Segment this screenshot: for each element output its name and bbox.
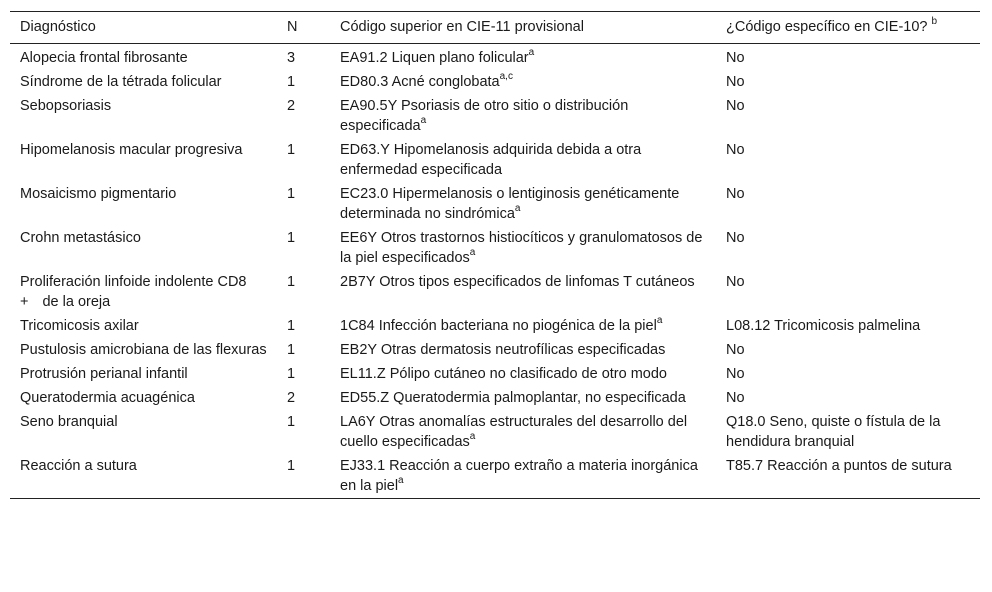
cell-codigo-cie11	[330, 70, 716, 94]
codigo-cie11-text: EJ33.1 Reacción a cuerpo extraño a materia inorgánica en la piel	[340, 458, 698, 494]
table-row	[10, 314, 980, 338]
cell-diagnostico	[10, 314, 277, 338]
header-diagnostico: Diagnóstico	[20, 19, 96, 35]
cell-codigo-cie11	[330, 410, 716, 454]
footnote-mark: a,c	[499, 71, 513, 83]
cell-codigo-cie11	[330, 338, 716, 362]
diagnostico-text: Seno branquial	[20, 414, 118, 430]
footnote-mark: a	[528, 47, 535, 59]
header-footnote-mark: b	[931, 16, 938, 28]
table-row	[10, 70, 980, 94]
cell-n: 1	[287, 342, 296, 358]
cell-codigo-cie10: No	[726, 142, 745, 158]
cell-codigo-cie11	[330, 362, 716, 386]
cell-n: 1	[287, 458, 296, 474]
cell-codigo-cie10: No	[726, 342, 745, 358]
cell-n: 1	[287, 274, 296, 290]
table-row	[10, 226, 980, 270]
cell-codigo-cie10: No	[726, 390, 745, 406]
table-row	[10, 182, 980, 226]
cell-n: 1	[287, 366, 296, 382]
codigo-cie11-text: EA90.5Y Psoriasis de otro sitio o distribución especificada	[340, 98, 629, 134]
cell-codigo-cie10: No	[726, 50, 745, 66]
cell-codigo-cie11	[330, 94, 716, 138]
footnote-mark: a	[398, 475, 404, 487]
footnote-mark: a	[656, 315, 663, 327]
cell-diagnostico	[10, 386, 277, 410]
cell-codigo-cie10: T85.7 Reacción a puntos de sutura	[726, 458, 952, 474]
cell-diagnostico	[10, 138, 277, 182]
cell-diagnostico	[10, 44, 277, 71]
table-row	[10, 386, 980, 410]
codigo-cie11-text: EC23.0 Hipermelanosis o lentiginosis genéticamente determinada no sindrómica	[340, 186, 680, 222]
table-row	[10, 138, 980, 182]
footnote-mark: a	[469, 431, 476, 443]
cell-n: 1	[287, 414, 296, 430]
table-row	[10, 44, 980, 71]
diagnostico-text: Tricomicosis axilar	[20, 318, 139, 334]
diagnostico-text: Pustulosis amicrobiana de las flexuras	[20, 342, 267, 358]
header-codigo-cie11: Código superior en CIE-11 provisional	[340, 19, 584, 35]
cell-codigo-cie10: Q18.0 Seno, quiste o fístula de la hendidura branquial	[726, 414, 941, 450]
table-row	[10, 410, 980, 454]
cell-n: 1	[287, 74, 296, 90]
cell-codigo-cie11	[330, 226, 716, 270]
cell-diagnostico	[10, 226, 277, 270]
cell-codigo-cie11	[330, 270, 716, 314]
codigo-cie11-text: LA6Y Otras anomalías estructurales del desarrollo del cuello especificadas	[340, 414, 688, 450]
header-codigo-cie10	[716, 12, 980, 44]
cell-n: 1	[287, 318, 296, 334]
codigo-cie11-text: EA91.2 Liquen plano folicular	[340, 50, 529, 66]
cell-codigo-cie10: No	[726, 98, 745, 114]
codigo-cie11-text: ED80.3 Acné conglobata	[340, 74, 500, 90]
diagnostico-text: Mosaicismo pigmentario	[20, 186, 177, 202]
codigo-cie11-text: 2B7Y Otros tipos especificados de linfomas T cutáneos	[340, 274, 695, 290]
cell-codigo-cie10: No	[726, 186, 745, 202]
codigo-cie11-text: ED55.Z Queratodermia palmoplantar, no especificada	[340, 390, 686, 406]
cell-diagnostico	[10, 70, 277, 94]
codigo-cie11-text: ED63.Y Hipomelanosis adquirida debida a otra enfermedad especificada	[340, 142, 642, 178]
codigo-cie11-text: 1C84 Infección bacteriana no piogénica de la piel	[340, 318, 657, 334]
diagnostico-text: Queratodermia acuagénica	[20, 390, 195, 406]
diagnostico-text: Sebopsoriasis	[20, 98, 112, 114]
cell-codigo-cie11	[330, 314, 716, 338]
cell-diagnostico	[10, 454, 277, 499]
cell-codigo-cie10: No	[726, 366, 745, 382]
header-codigo-cie10-label: ¿Código específico en CIE-10?	[726, 19, 928, 35]
footnote-mark: a	[469, 247, 476, 259]
cell-n: 2	[287, 98, 296, 114]
cell-codigo-cie11	[330, 138, 716, 182]
cell-codigo-cie11	[330, 182, 716, 226]
cell-n: 1	[287, 142, 296, 158]
footnote-mark: a	[514, 203, 521, 215]
diagnostico-text: Proliferación linfoide indolente CD8	[20, 274, 247, 290]
cell-n: 1	[287, 230, 296, 246]
diagnostico-text: Protrusión perianal infantil	[20, 366, 188, 382]
table-row	[10, 454, 980, 499]
cell-diagnostico	[10, 182, 277, 226]
cell-n: 3	[287, 50, 296, 66]
footnote-mark: a	[420, 115, 427, 127]
cell-codigo-cie10: No	[726, 274, 745, 290]
cell-diagnostico	[10, 410, 277, 454]
table-body	[10, 44, 980, 499]
table-container	[10, 11, 980, 499]
header-n: N	[287, 19, 298, 35]
cell-n: 1	[287, 186, 296, 202]
cell-codigo-cie10: L08.12 Tricomicosis palmelina	[726, 318, 921, 334]
codigo-cie11-text: EE6Y Otros trastornos histiocíticos y granulomatosos de la piel especificados	[340, 230, 703, 266]
diagnostico-text: Síndrome de la tétrada folicular	[20, 74, 222, 90]
cell-codigo-cie11	[330, 44, 716, 71]
cell-codigo-cie11	[330, 454, 716, 499]
cell-codigo-cie11	[330, 386, 716, 410]
diagnostico-text: Hipomelanosis macular progresiva	[20, 142, 243, 158]
cell-codigo-cie10: No	[726, 230, 745, 246]
cell-diagnostico	[10, 270, 277, 314]
table-row	[10, 362, 980, 386]
cell-diagnostico	[10, 362, 277, 386]
codigo-cie11-text: EL11.Z Pólipo cutáneo no clasificado de otro modo	[340, 366, 667, 382]
diagnostico-text: Alopecia frontal fibrosante	[20, 50, 188, 66]
cell-n: 2	[287, 390, 296, 406]
diagnostico-text: Reacción a sutura	[20, 458, 137, 474]
diagnostico-tail-text: de la oreja	[42, 294, 111, 310]
cell-diagnostico	[10, 338, 277, 362]
cell-diagnostico	[10, 94, 277, 138]
table-row	[10, 94, 980, 138]
table-row	[10, 270, 980, 314]
cd8-plus-sign: +	[20, 294, 29, 310]
table-row	[10, 338, 980, 362]
codigo-cie11-text: EB2Y Otras dermatosis neutrofílicas especificadas	[340, 342, 666, 358]
table-header-row	[10, 12, 980, 44]
diagnostico-text: Crohn metastásico	[20, 230, 141, 246]
cell-codigo-cie10: No	[726, 74, 745, 90]
diagnosis-table	[10, 11, 980, 499]
